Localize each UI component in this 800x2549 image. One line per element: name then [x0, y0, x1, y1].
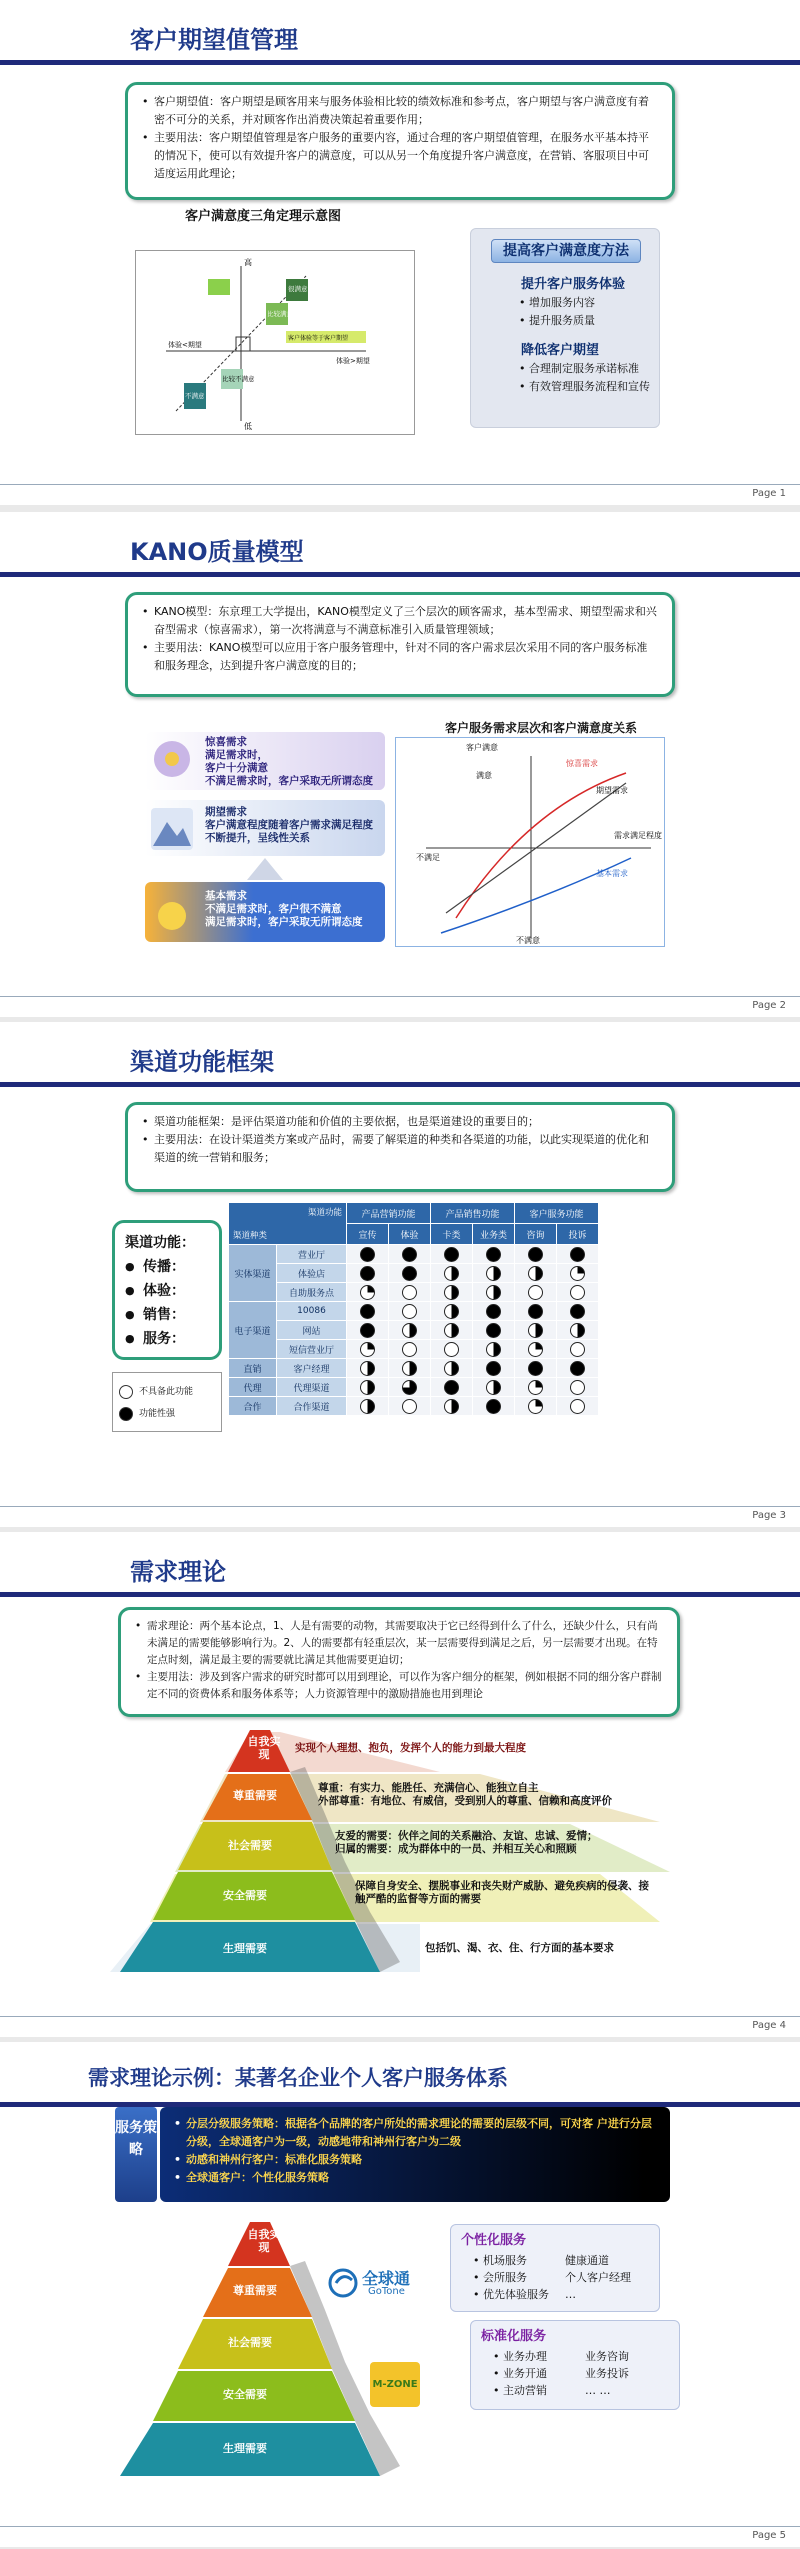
function-cell [515, 1340, 557, 1359]
definition-box [125, 1102, 675, 1192]
title-divider [0, 60, 800, 65]
table-corner [229, 1203, 347, 1245]
table-row [229, 1283, 599, 1302]
band-basic [145, 882, 385, 942]
slide-1 [0, 0, 800, 505]
bullet: • KANO模型：东京理工大学提出，KANO模型定义了三个层次的顾客需求，基本型需求、期望型需求和兴奋型需求（惊喜需求），第一次将满意与不满意标准引入质量管理领域； [142, 603, 658, 639]
label-unsatisfied: 不满意 [185, 392, 205, 400]
harvey-ball-icon [402, 1266, 417, 1281]
gotone-logo-icon [328, 2268, 358, 2298]
function-cell [389, 1321, 431, 1340]
harvey-ball-icon [360, 1361, 375, 1376]
filled-circle-icon [119, 1407, 133, 1421]
harvey-ball-icon [570, 1304, 585, 1319]
table-row [229, 1264, 599, 1283]
function-cell [347, 1397, 389, 1416]
axis-y-bottom: 不满意 [516, 936, 540, 945]
function-cell [431, 1359, 473, 1378]
card-row: • 优先体验服务 … [451, 2286, 659, 2303]
label-somewhat-unsatisfied: 比较不满意 [222, 375, 255, 383]
corner-bottom-label: 渠道种类 [233, 1231, 268, 1241]
label-satisfied: 比较满意 [267, 310, 293, 318]
axis-y-bottom: 低 [244, 422, 252, 431]
function-cell [389, 1340, 431, 1359]
harvey-ball-icon [528, 1380, 543, 1395]
method-item: • 有效管理服务流程和宣传 [519, 379, 654, 394]
level-label: 社会需要 [228, 1839, 272, 1852]
slide-title-bar [0, 1022, 800, 1090]
function-cell [473, 1397, 515, 1416]
table-row [229, 1359, 599, 1378]
harvey-ball-icon [570, 1361, 585, 1376]
label-equal-note: 客户体验等于客户期望 [288, 335, 349, 342]
function-cell [473, 1321, 515, 1340]
maslow-pyramid [100, 1722, 680, 2002]
harvey-ball-icon [570, 1380, 585, 1395]
function-cell [347, 1283, 389, 1302]
footer-line [0, 1506, 800, 1507]
card-cell: 主动营销 [503, 2384, 547, 2397]
function-cell [557, 1302, 599, 1321]
level-label: 自我实现 [247, 2228, 281, 2254]
footer-line [0, 2016, 800, 2017]
function-cell [347, 1378, 389, 1397]
function-cell [473, 1302, 515, 1321]
group-header: 客户服务功能 [515, 1203, 599, 1224]
col-header: 卡类 [431, 1224, 473, 1245]
definition-box [118, 1607, 680, 1717]
sunrise-icon [151, 892, 193, 934]
band-head: 期望需求 [205, 806, 247, 818]
row-channel-name: 10086 [277, 1302, 347, 1321]
band-line: 不满足需求时，客户采取无所谓态度 [205, 775, 373, 787]
harvey-ball-icon [570, 1266, 585, 1281]
slide-4 [0, 1532, 800, 2037]
maslow-pyramid [100, 2214, 450, 2504]
bullet: • 主要用法：KANO模型可以应用于客户服务管理中，针对不同的客户需求层次采用不同的客户服务标准和服务理念，达到提升客户满意度的目的； [142, 639, 658, 675]
function-cell [389, 1397, 431, 1416]
harvey-ball-icon [360, 1247, 375, 1262]
card-cell: 会所服务 [483, 2271, 527, 2284]
center-square [236, 337, 250, 351]
standard-service-card [470, 2320, 680, 2410]
harvey-ball-icon [486, 1266, 501, 1281]
row-category: 合作 [229, 1397, 277, 1416]
row-channel-name: 代理渠道 [277, 1378, 347, 1397]
card-cell: 优先体验服务 [483, 2288, 549, 2301]
slide-title: 客户期望值管理 [130, 26, 298, 54]
footer-line [0, 2526, 800, 2527]
table-row [229, 1321, 599, 1340]
slide-title: KANO质量模型 [130, 538, 304, 566]
row-channel-name: 网站 [277, 1321, 347, 1340]
harvey-ball-icon [402, 1399, 417, 1414]
level-desc: 友爱的需要：伙伴之间的关系融洽、友谊、忠诚、爱情； 归属的需要：成为群体中的一员、并相互关心和照顾 [335, 1830, 598, 1855]
slide-title-bar [0, 0, 800, 68]
function-cell [473, 1359, 515, 1378]
function-cell [389, 1302, 431, 1321]
band-head: 基本需求 [205, 890, 247, 902]
level-label: 社会需要 [228, 2336, 272, 2349]
function-title: 渠道功能： [125, 1235, 195, 1251]
chart-caption: 客户服务需求层次和客户满意度关系 [445, 721, 638, 735]
mountain-icon [151, 808, 193, 850]
axis-y-top: 高 [244, 258, 252, 267]
slide-title: 需求理论示例：某著名企业个人客户服务体系 [88, 2066, 508, 2090]
card-cell: 机场服务 [483, 2254, 527, 2267]
slide-title: 渠道功能框架 [130, 1048, 274, 1076]
harvey-ball-icon [486, 1304, 501, 1319]
function-cell [389, 1378, 431, 1397]
col-header: 咨询 [515, 1224, 557, 1245]
function-cell [389, 1359, 431, 1378]
kano-curves [396, 738, 666, 948]
harvey-ball-icon [528, 1247, 543, 1262]
method-panel [470, 228, 660, 428]
band-line: 满足需求时，客户采取无所谓态度 [205, 916, 363, 928]
band-exciting [145, 732, 385, 790]
group-header: 产品营销功能 [347, 1203, 431, 1224]
slide-title-bar [0, 1532, 800, 1600]
harvey-ball-icon [402, 1285, 417, 1300]
table-row [229, 1397, 599, 1416]
bullet: • 全球通客户：个性化服务策略 [174, 2169, 656, 2187]
harvey-ball-icon [402, 1304, 417, 1319]
col-header: 宣传 [347, 1224, 389, 1245]
harvey-ball-icon [570, 1323, 585, 1338]
bullet: • 需求理论：两个基本论点，1、人是有需要的动物，其需要取决于它已经得到什么了什么，还缺少什么，只有尚未满足的需要能够影响行为。2、人的需要都有轻重层次，某一层需要得到满足之后，另一层需要才出现。在特定点时刻，满足最主要的需要就比满足其他需要更迫切； [135, 1618, 663, 1669]
axis-satisfied: 满意 [476, 771, 492, 780]
method-title: 提高客户满意度方法 [491, 239, 641, 263]
level-label: 尊重需要 [233, 1789, 277, 1802]
bullet: • 分层分级服务策略：根据各个品牌的客户所处的需求理论的需要的层级不同，可对客 户进行分层分级，全球通客户为一级，动感地带和神州行客户为二级 [174, 2115, 656, 2151]
function-item: ● 体验： [125, 1279, 209, 1303]
card-row: • 机场服务 健康通道 [451, 2252, 659, 2269]
card-title: 个性化服务 [461, 2233, 527, 2248]
harvey-ball-icon [486, 1380, 501, 1395]
level-label: 生理需要 [223, 2442, 267, 2455]
function-cell [557, 1340, 599, 1359]
function-cell [347, 1245, 389, 1264]
row-channel-name: 合作渠道 [277, 1397, 347, 1416]
function-cell [347, 1321, 389, 1340]
channel-function-table [228, 1202, 599, 1416]
label-exciting: 惊喜需求 [566, 759, 598, 768]
level-label: 生理需要 [223, 1942, 267, 1955]
axis-x-right: 需求满足程度 [614, 831, 662, 840]
gotone-logo-text: 全球通 [362, 2269, 411, 2288]
card-row: • 业务办理 业务咨询 [471, 2348, 679, 2365]
function-cell [473, 1245, 515, 1264]
legend-item [119, 1381, 215, 1403]
band-line: 满足需求时， [205, 749, 268, 761]
title-divider [0, 1592, 800, 1597]
label-expected: 期望需求 [596, 786, 628, 795]
page-number: Page 5 [752, 2530, 786, 2541]
footer-line [0, 996, 800, 997]
function-cell [515, 1245, 557, 1264]
band-head: 惊喜需求 [205, 736, 247, 748]
footer-line [0, 484, 800, 485]
row-channel-name: 体验店 [277, 1264, 347, 1283]
harvey-ball-icon [570, 1399, 585, 1414]
level-desc: 实现个人理想、抱负，发挥个人的能力到最大程度 [295, 1742, 526, 1754]
method-group-title: 提升客户服务体验 [521, 277, 626, 292]
card-row: • 主动营销 … … [471, 2382, 679, 2399]
function-cell [557, 1264, 599, 1283]
harvey-ball-icon [402, 1247, 417, 1262]
kano-chart [395, 737, 665, 947]
card-cell: 个人客户经理 [565, 2271, 631, 2284]
card-cell: 业务办理 [503, 2350, 547, 2363]
harvey-ball-icon [360, 1399, 375, 1414]
legend-label: 不具备此功能 [139, 1387, 194, 1397]
satisfaction-triangle-chart [135, 250, 415, 435]
row-category: 电子渠道 [229, 1302, 277, 1359]
harvey-ball-icon [528, 1304, 543, 1319]
bullet: • 主要用法：客户期望值管理是客户服务的重要内容，通过合理的客户期望值管理，在服务水平基本持平的情况下，使可以有效提升客户的满意度，可以从另一个角度提升客户满意度，在营销、客服项目中可适度运用此理论； [142, 129, 658, 183]
arrow-up-icon [245, 858, 285, 880]
harvey-ball-icon [444, 1380, 459, 1395]
harvey-ball-icon [486, 1323, 501, 1338]
function-cell [431, 1397, 473, 1416]
harvey-ball-icon [402, 1361, 417, 1376]
axis-x-right: 体验>期望 [336, 357, 370, 365]
axis-x-left: 不满足 [416, 853, 440, 862]
harvey-ball-icon [360, 1304, 375, 1319]
col-header: 体验 [389, 1224, 431, 1245]
page-number: Page 3 [752, 1510, 786, 1521]
definition-box [125, 82, 675, 200]
function-cell [431, 1283, 473, 1302]
band-line: 不满足需求时，客户很不满意 [205, 903, 342, 915]
bullet: • 客户期望值：客户期望是顾客用来与服务体验相比较的绩效标准和参考点，客户期望与客户满意度有着密不可分的关系，并对顾客作出消费决策起着重要作用； [142, 93, 658, 129]
function-cell [431, 1340, 473, 1359]
card-title: 标准化服务 [481, 2329, 547, 2344]
function-cell [515, 1283, 557, 1302]
card-cell: … [565, 2288, 576, 2301]
harvey-ball-icon [570, 1285, 585, 1300]
harvey-ball-icon [402, 1342, 417, 1357]
gotone-logo [328, 2264, 428, 2304]
function-cell [557, 1359, 599, 1378]
bullet: • 动感和神州行客户：标准化服务策略 [174, 2151, 656, 2169]
table-row [229, 1245, 599, 1264]
triangle-diagram [136, 251, 416, 436]
band-line: 客户满意程度随着客户需求满足程度 [205, 819, 373, 831]
band-expected [145, 800, 385, 856]
bullet: • 主要用法：在设计渠道类方案或产品时，需要了解渠道的种类和各渠道的功能，以此实现渠道的优化和渠道的统一营销和服务； [142, 1131, 658, 1167]
function-cell [557, 1378, 599, 1397]
function-cell [347, 1302, 389, 1321]
card-row: • 会所服务 个人客户经理 [451, 2269, 659, 2286]
card-cell: … … [585, 2384, 611, 2397]
gotone-logo-en: GoTone [368, 2286, 405, 2297]
method-item: • 提升服务质量 [519, 313, 654, 328]
harvey-ball-icon [360, 1285, 375, 1300]
personalized-service-card [450, 2224, 660, 2312]
function-cell [431, 1321, 473, 1340]
empty-circle-icon [119, 1385, 133, 1399]
harvey-ball-icon [570, 1247, 585, 1262]
function-cell [557, 1245, 599, 1264]
function-cell [515, 1302, 557, 1321]
band-line: 不断提升，呈线性关系 [205, 832, 310, 844]
label-basic: 基本需求 [596, 869, 628, 878]
harvey-ball-icon [444, 1399, 459, 1414]
harvey-ball-icon [444, 1304, 459, 1319]
col-header: 投诉 [557, 1224, 599, 1245]
row-category: 直销 [229, 1359, 277, 1378]
harvey-ball-icon [486, 1361, 501, 1376]
method-item: • 合理制定服务承诺标准 [519, 361, 654, 376]
card-cell: 业务开通 [503, 2367, 547, 2380]
legend-item [119, 1403, 215, 1425]
slide-5 [0, 2042, 800, 2547]
label-box [208, 279, 230, 295]
function-cell [431, 1378, 473, 1397]
row-category: 实体渠道 [229, 1245, 277, 1302]
slide-title: 需求理论 [130, 1558, 226, 1586]
harvey-ball-icon [444, 1266, 459, 1281]
title-divider [0, 572, 800, 577]
function-cell [431, 1264, 473, 1283]
harvey-ball-icon [360, 1266, 375, 1281]
function-item: ● 服务： [125, 1327, 209, 1351]
group-header: 产品销售功能 [431, 1203, 515, 1224]
harvey-ball-icon [528, 1361, 543, 1376]
harvey-ball-icon [486, 1247, 501, 1262]
col-header: 业务类 [473, 1224, 515, 1245]
method-group-title: 降低客户期望 [521, 343, 600, 358]
function-cell [515, 1264, 557, 1283]
function-cell [557, 1283, 599, 1302]
title-divider [0, 1082, 800, 1087]
function-item: ● 销售： [125, 1303, 209, 1327]
table-row [229, 1302, 599, 1321]
page-number: Page 2 [752, 1000, 786, 1011]
function-cell [473, 1378, 515, 1397]
function-cell [347, 1264, 389, 1283]
harvey-ball-icon [360, 1380, 375, 1395]
harvey-ball-icon [402, 1380, 417, 1395]
function-cell [389, 1283, 431, 1302]
table-row [229, 1340, 599, 1359]
harvey-ball-icon [444, 1323, 459, 1338]
slide-3 [0, 1022, 800, 1527]
card-cell: 健康通道 [565, 2254, 609, 2267]
function-cell [515, 1378, 557, 1397]
harvey-ball-icon [528, 1399, 543, 1414]
harvey-ball-icon [444, 1361, 459, 1376]
function-cell [389, 1264, 431, 1283]
label-very-satisfied: 很满意 [288, 285, 308, 293]
kano-levels [145, 732, 385, 942]
harvey-ball-icon [444, 1247, 459, 1262]
function-cell [473, 1340, 515, 1359]
page-number: Page 4 [752, 2020, 786, 2031]
level-desc: 尊重：有实力、能胜任、充满信心、能独立自主 外部尊重：有地位、有威信，受到别人的尊重、信赖和高度评价 [318, 1782, 612, 1807]
harvey-ball-icon [570, 1342, 585, 1357]
slide-title-bar [0, 2042, 800, 2110]
harvey-ball-icon [486, 1342, 501, 1357]
axis-x-left: 体验<期望 [168, 341, 202, 349]
strategy-tag: 服务策略 [115, 2107, 157, 2202]
harvey-ball-icon [486, 1399, 501, 1414]
strategy-panel [160, 2107, 670, 2202]
row-channel-name: 客户经理 [277, 1359, 347, 1378]
harvey-ball-icon [402, 1323, 417, 1338]
row-channel-name: 营业厅 [277, 1245, 347, 1264]
level-label: 安全需要 [223, 1889, 267, 1902]
card-row: • 业务开通 业务投诉 [471, 2365, 679, 2382]
mzone-logo: M-ZONE [370, 2362, 420, 2407]
harvey-ball-icon [528, 1323, 543, 1338]
method-item: • 增加服务内容 [519, 295, 654, 310]
flower-icon [151, 738, 193, 780]
chart-caption: 客户满意度三角定理示意图 [185, 209, 342, 224]
level-label: 尊重需要 [233, 2284, 277, 2297]
function-cell [347, 1340, 389, 1359]
slide-2 [0, 512, 800, 1017]
harvey-ball-icon [360, 1342, 375, 1357]
function-cell [473, 1264, 515, 1283]
bullet: • 主要用法：涉及到客户需求的研究时都可以用到理论，可以作为客户细分的框架，例如根据不同的细分客户群制定不同的资费体系和服务体系等；人力资源管理中的激励措施也用到理论 [135, 1669, 663, 1703]
function-cell [473, 1283, 515, 1302]
harvey-ball-icon [528, 1342, 543, 1357]
legend-label: 功能性强 [139, 1409, 176, 1419]
function-cell [515, 1359, 557, 1378]
harvey-ball-icon [528, 1266, 543, 1281]
table-row [229, 1378, 599, 1397]
corner-top-label: 渠道功能 [307, 1208, 342, 1218]
legend [112, 1372, 222, 1432]
function-cell [431, 1302, 473, 1321]
function-cell [389, 1245, 431, 1264]
card-cell: 业务投诉 [585, 2367, 629, 2380]
level-label: 自我实现 [247, 1735, 281, 1761]
function-cell [431, 1245, 473, 1264]
harvey-ball-icon [360, 1323, 375, 1338]
function-cell [347, 1359, 389, 1378]
harvey-ball-icon [486, 1285, 501, 1300]
band-line: 客户十分满意 [205, 762, 268, 774]
row-category: 代理 [229, 1378, 277, 1397]
row-channel-name: 自助服务点 [277, 1283, 347, 1302]
definition-box [125, 592, 675, 697]
function-cell [557, 1397, 599, 1416]
level-desc: 包括饥、渴、衣、住、行方面的基本要求 [425, 1942, 614, 1954]
bullet: • 渠道功能框架：是评估渠道功能和价值的主要依据，也是渠道建设的重要目的； [142, 1113, 658, 1131]
channel-function-box [112, 1220, 222, 1360]
function-item: ● 传播： [125, 1255, 209, 1279]
row-channel-name: 短信营业厅 [277, 1340, 347, 1359]
card-cell: 业务咨询 [585, 2350, 629, 2363]
function-cell [515, 1321, 557, 1340]
axis-y-top: 客户满意 [466, 743, 498, 752]
level-desc: 保障自身安全、摆脱事业和丧失财产威胁、避免疾病的侵袭、接触严酷的监督等方面的需要 [355, 1880, 649, 1905]
harvey-ball-icon [444, 1285, 459, 1300]
harvey-ball-icon [444, 1342, 459, 1357]
page-number: Page 1 [752, 488, 786, 499]
slide-title-bar [0, 512, 800, 580]
harvey-ball-icon [528, 1285, 543, 1300]
function-cell [557, 1321, 599, 1340]
level-label: 安全需要 [223, 2388, 267, 2401]
function-cell [515, 1397, 557, 1416]
